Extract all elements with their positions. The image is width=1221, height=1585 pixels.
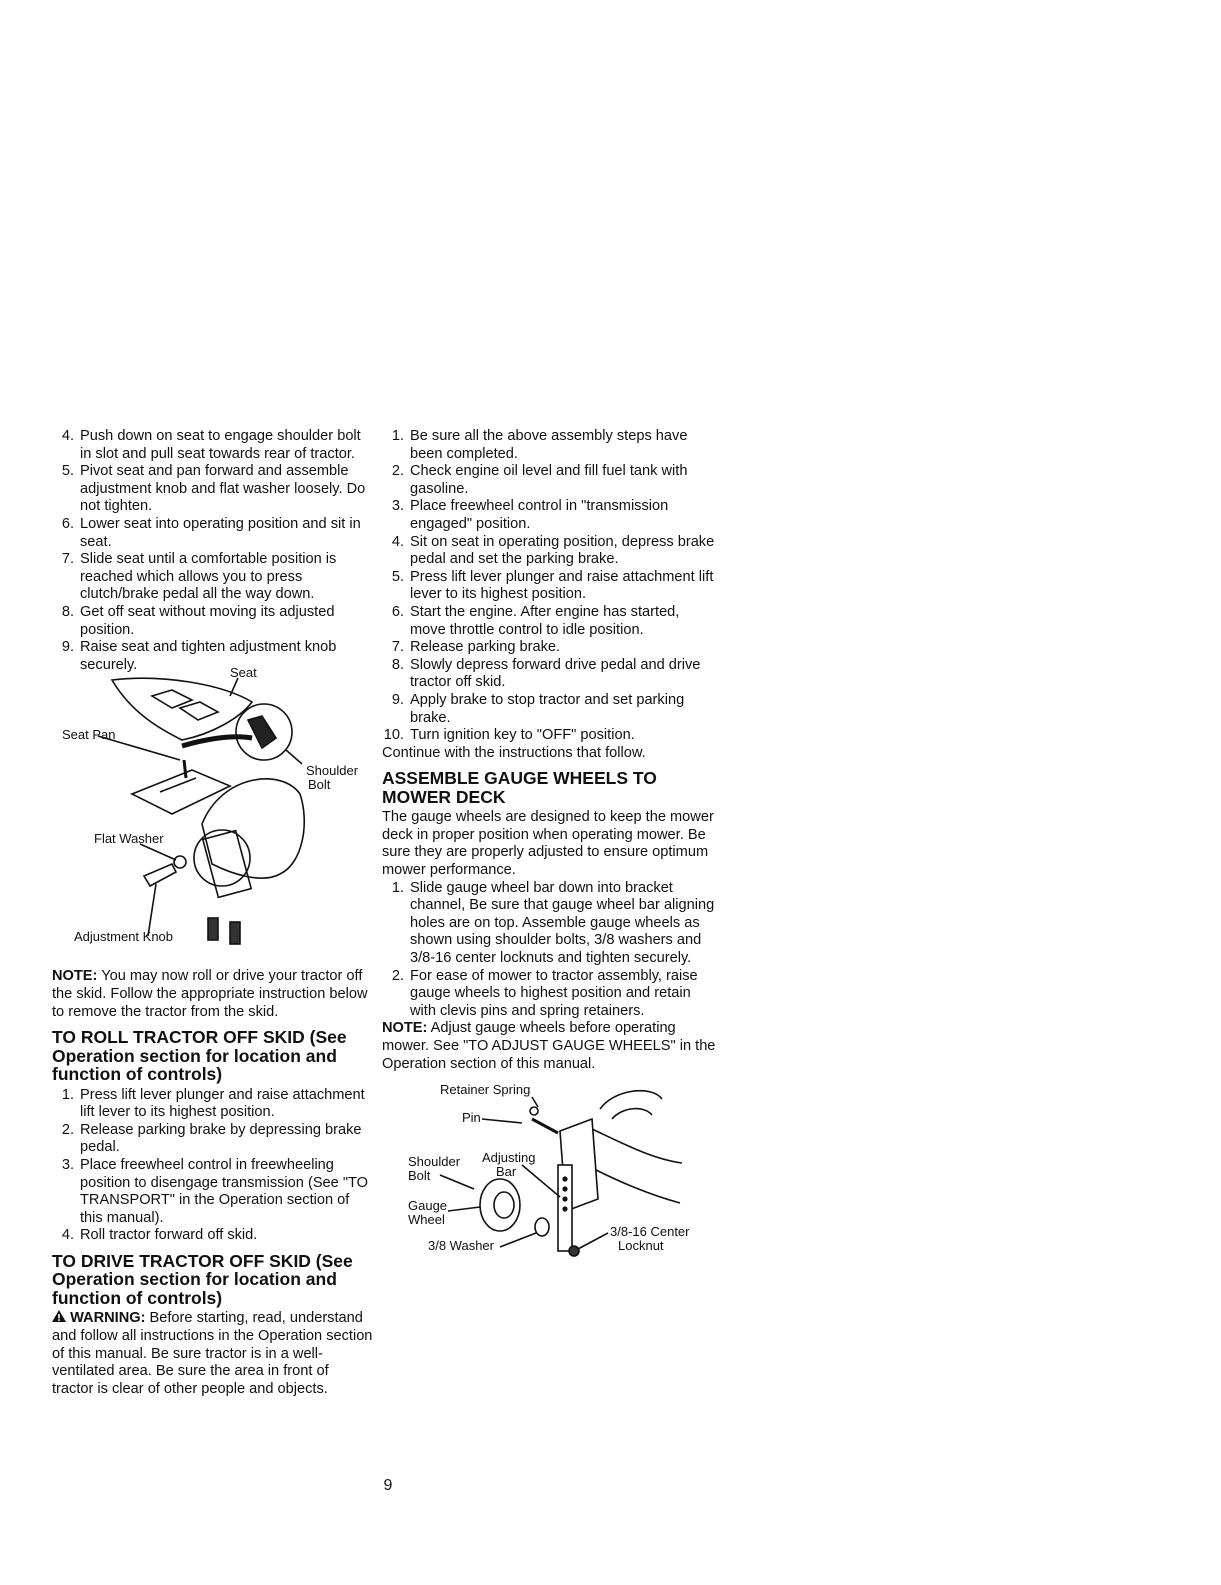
label-pin: Pin: [462, 1110, 481, 1126]
seat-assembly-figure: [52, 665, 374, 964]
label-seat: Seat: [230, 665, 257, 681]
right-column: [382, 428, 716, 1279]
label-flat-washer: Flat Washer: [94, 831, 164, 847]
label-locknut-1: 3/8-16 Center: [610, 1224, 690, 1240]
list-item: 4. Roll tractor forward off skid.: [61, 1227, 258, 1244]
gauge-steps-list: [382, 880, 716, 1021]
list-item: 1. Be sure all the above assembly steps have been completed.: [391, 428, 688, 462]
list-item: 2. Release parking brake by depressing brake pedal.: [61, 1121, 362, 1156]
list-item: 3. Place freewheel control in freewheeling position to disengage transmission (See "TO TRANSPORT" in the Operation section of this manual).: [61, 1156, 369, 1226]
label-gauge-wheel-2: Wheel: [408, 1212, 445, 1228]
label-locknut-2: Locknut: [618, 1238, 664, 1254]
gauge-note: NOTE: Adjust gauge wheels before operating mower. See "TO ADJUST GAUGE WHEELS" in the Operation section of this manual.: [382, 1020, 716, 1072]
seat-assembly-drawing: [52, 674, 374, 964]
list-item: 6. Start the engine. After engine has started, move throttle control to idle position.: [391, 603, 680, 638]
label-shoulder-bolt-2: Bolt: [308, 777, 331, 793]
list-item: 4. Sit on seat in operating position, depress brake pedal and set the parking brake.: [391, 533, 715, 568]
label-shoulder-bolt-1: Shoulder: [408, 1154, 461, 1170]
drive-tractor-heading: TO DRIVE TRACTOR OFF SKID (See Operation section for location and function of controls): [52, 1250, 353, 1308]
list-item: 2. Check engine oil level and fill fuel tank with gasoline.: [391, 463, 688, 497]
roll-steps-list: [52, 1087, 374, 1245]
list-item: 10. Turn ignition key to "OFF" position.: [383, 727, 635, 744]
label-retainer-spring: Retainer Spring: [440, 1082, 531, 1098]
label-adjusting-bar-1: Adjusting: [482, 1150, 536, 1166]
list-item: 8. Slowly depress forward drive pedal and drive tractor off skid.: [391, 656, 701, 691]
label-seat-pan: Seat Pan: [62, 727, 116, 743]
list-item: 1. Press lift lever plunger and raise attachment lift lever to its highest position.: [61, 1086, 365, 1121]
left-column: [52, 428, 374, 1398]
warning-icon: [52, 1310, 66, 1328]
gauge-wheels-heading: ASSEMBLE GAUGE WHEELS TO MOWER DECK: [382, 768, 657, 807]
gauge-intro: The gauge wheels are designed to keep the mower deck in proper position when operating mower. Be sure they are properly adjusted to ensure optimum mower performance.: [382, 809, 714, 879]
list-item: 7. Release parking brake.: [391, 639, 561, 656]
page-number: 9: [383, 1477, 393, 1494]
warning-paragraph: WARNING: Before starting, read, understand and follow all instructions in the Operation section of this manual. Be sure tractor is in a well-ventilated area. Be sure the area in front of tractor is clear of other people and objects.: [52, 1310, 373, 1397]
label-gauge-wheel-1: Gauge: [408, 1198, 448, 1214]
note-paragraph: NOTE: You may now roll or drive your tractor off the skid. Follow the appropriate instruction below to remove the tractor from the skid.: [52, 968, 368, 1020]
label-adjusting-bar-2: Bar: [496, 1164, 517, 1180]
list-item: 9. Raise seat and tighten adjustment knob securely.: [61, 639, 337, 673]
list-item: 7. Slide seat until a comfortable position is reached which allows you to press clutch/brake pedal all the way down.: [61, 551, 337, 603]
label-adjustment-knob: Adjustment Knob: [74, 929, 174, 945]
drive-steps-list: [382, 428, 716, 745]
list-item: 9. Apply brake to stop tractor and set parking brake.: [391, 691, 685, 726]
list-item: 4. Push down on seat to engage shoulder bolt in slot and pull seat towards rear of tractor.: [61, 428, 361, 462]
list-item: 3. Place freewheel control in "transmission engaged" position.: [391, 498, 669, 532]
roll-tractor-heading: TO ROLL TRACTOR OFF SKID (See Operation section for location and function of controls): [52, 1027, 347, 1085]
continue-text: Continue with the instructions that follow.: [382, 744, 646, 761]
gauge-wheel-figure: [382, 1079, 716, 1279]
list-item: 1. Slide gauge wheel bar down into bracket channel, Be sure that gauge wheel bar aligning holes are on top. Assemble gauge wheels as shown using shoulder bolts, 3/8 washers and 3/8-16 center locknuts and tighten securely.: [391, 879, 715, 967]
label-shoulder-bolt-2: Bolt: [408, 1168, 431, 1184]
seat-steps-list: [52, 428, 374, 674]
list-item: 5. Pivot seat and pan forward and assemble adjustment knob and flat washer loosely. Do not tighten.: [61, 463, 366, 515]
list-item: 5. Press lift lever plunger and raise attachment lift lever to its highest position.: [391, 568, 714, 603]
list-item: 6. Lower seat into operating position and sit in seat.: [61, 515, 361, 550]
list-item: 8. Get off seat without moving its adjusted position.: [61, 603, 335, 638]
list-item: 2. For ease of mower to tractor assembly, raise gauge wheels to highest position and retain with clevis pins and spring retainers.: [391, 967, 698, 1019]
label-washer: 3/8 Washer: [428, 1238, 494, 1254]
label-shoulder-bolt-1: Shoulder: [306, 763, 359, 779]
